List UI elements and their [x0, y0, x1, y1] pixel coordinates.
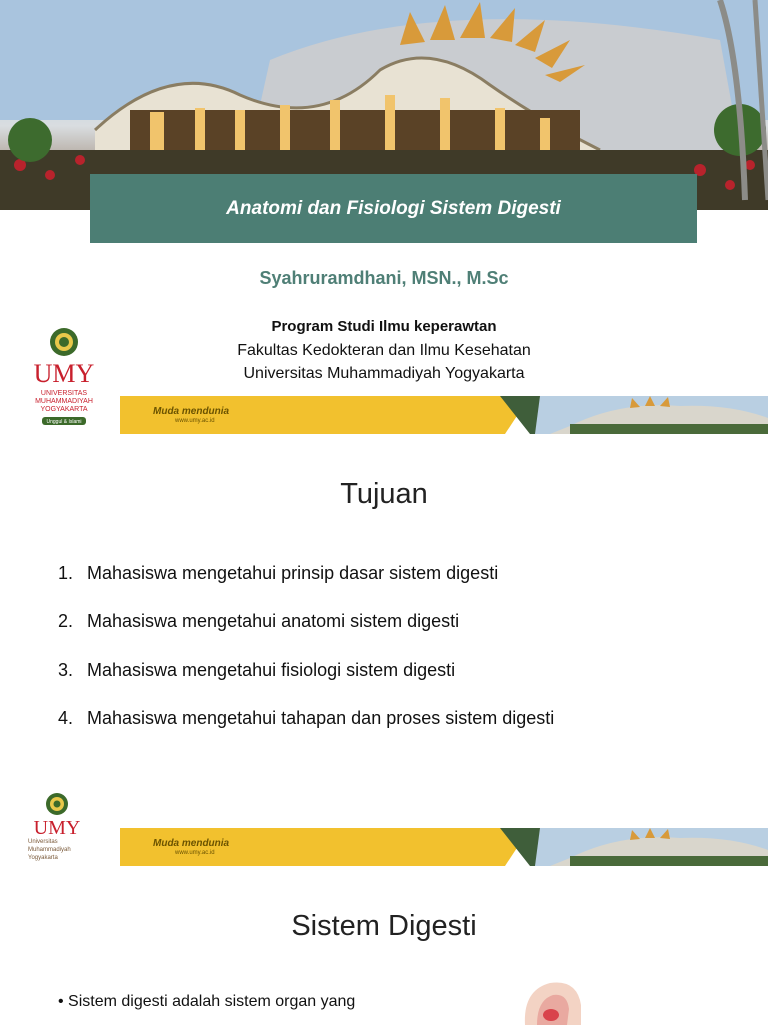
svg-text:UMY: UMY [33, 817, 81, 839]
muda-mendunia-banner [120, 828, 768, 866]
presentation-title: Anatomi dan Fisiologi Sistem Digesti [226, 198, 561, 219]
bullet-item: • Sistem digesti adalah sistem organ yang [58, 993, 356, 1010]
banner-slogan: Muda mendunia [153, 406, 230, 417]
svg-text:MUHAMMADIYAH: MUHAMMADIYAH [35, 398, 93, 405]
svg-text:Muhammadiyah: Muhammadiyah [28, 847, 71, 853]
svg-text:Unggul & Islami: Unggul & Islami [46, 419, 82, 425]
logo-acronym: UMY [33, 359, 95, 388]
title-box [90, 174, 697, 243]
umy-logo-small [22, 790, 102, 864]
svg-text:Yogyakarta: Yogyakarta [28, 855, 58, 861]
digestive-system-title: Sistem Digesti [291, 910, 477, 942]
svg-text:Universitas: Universitas [28, 839, 58, 845]
muda-mendunia-banner [120, 396, 768, 434]
banner-slogan: Muda mendunia [153, 838, 230, 849]
objective-item: 1. Mahasiswa mengetahui prinsip dasar sistem digesti [58, 563, 499, 583]
banner-url: www.umy.ac.id [175, 418, 215, 424]
svg-text:UNIVERSITAS: UNIVERSITAS [40, 390, 88, 397]
faculty-name: Fakultas Kedokteran dan Ilmu Kesehatan [237, 342, 531, 359]
svg-text:YOGYAKARTA: YOGYAKARTA [40, 406, 88, 413]
university-name: Universitas Muhammadiyah Yogyakarta [243, 365, 525, 382]
title-slide [0, 0, 768, 434]
objective-item: 2. Mahasiswa mengetahui anatomi sistem digesti [58, 611, 460, 631]
bullet-icon: • [58, 993, 69, 1010]
banner-url: www.umy.ac.id [175, 850, 215, 856]
author-name: Syahruramdhani, MSN., M.Sc [259, 268, 509, 288]
objectives-title: Tujuan [340, 478, 428, 510]
umy-logo [16, 320, 114, 432]
digestive-anatomy-illustration [515, 975, 585, 1025]
objective-item: 3. Mahasiswa mengetahui fisiologi sistem digesti [58, 660, 456, 680]
study-program: Program Studi Ilmu keperawtan [271, 318, 497, 335]
objective-item: 4. Mahasiswa mengetahui tahapan dan proses sistem digesti [58, 708, 555, 728]
